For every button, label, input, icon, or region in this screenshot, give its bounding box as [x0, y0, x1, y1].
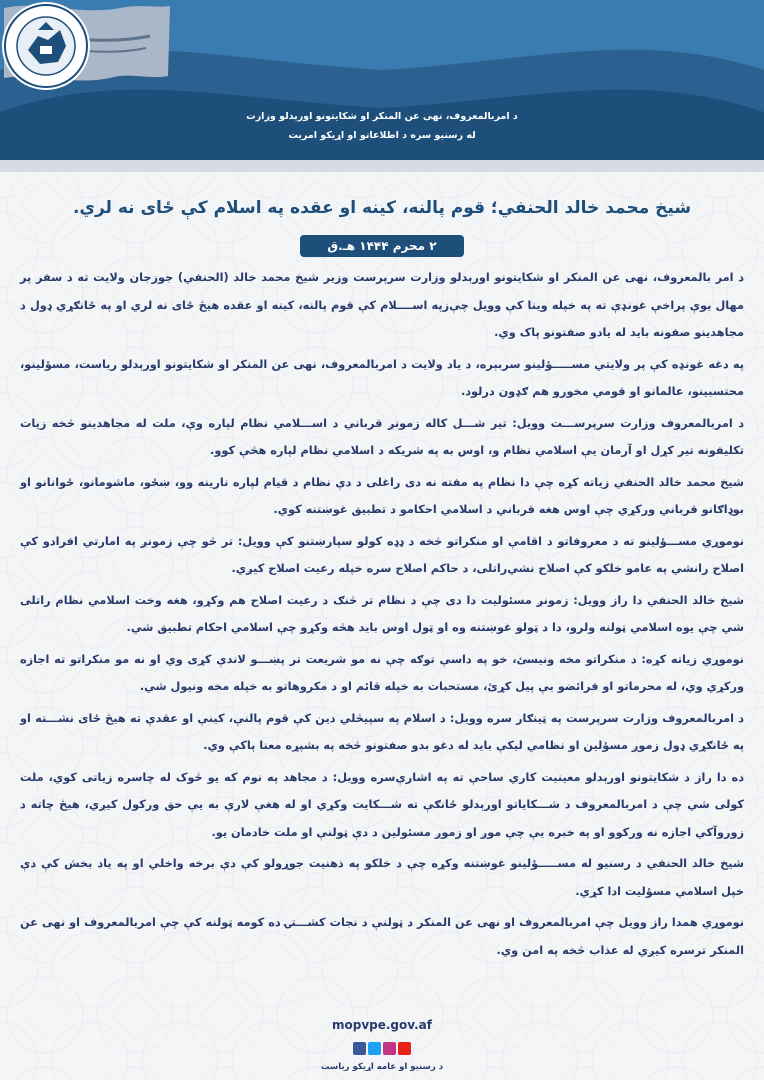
article-title: شيخ محمد خالد الحنفي؛ قوم پالنه، کینه او عقده په اسلام کې ځای نه لري.	[72, 198, 692, 218]
website-link[interactable]: mopvpe.gov.af	[331, 1018, 432, 1032]
social-links	[350, 1042, 414, 1057]
paragraph: په دغه غونډه کې پر ولایتي مســـــؤلینو سربېره، د یاد ولایت د امربالمعروف، نهی عن المنکر او شکایتونو اورېدلو ریاست، مسؤلینو، محتسبینو، عالمانو او قومي مخورو هم ګډون درلود.	[20, 357, 744, 398]
department-name: له رسنيو سره د اطلاعاتو او اړيکو امريت	[288, 130, 476, 141]
paragraph: شیخ خالد الحنفي دا راز وویل: زمونږ مسئولیت دا دی چې د نظام تر څنګ د رعیت اصلاح هم وکړو، هغه وخت اسلامي نظام راتلی شي چې یوه اسلامي ټولنه ولرو، دا د ټولو غوښتنه وه او ټول اوس باید هڅه وکړو چې اسلامي احکام تطبیق شي.	[20, 593, 744, 634]
article	[0, 178, 764, 1008]
paragraph: نوموړي همدا راز وویل چې امربالمعروف او نهی عن المنکر د ټولنې د نجات کشـــتۍ ده کومه ټولنه کې چې امربالمعروف او نهی عن المنکر ترسره کیږي له عذاب څخه په امن وي.	[20, 916, 744, 957]
footer-caption: د رسنيو او عامه اړيکو رياست	[320, 1062, 444, 1072]
paragraph: شیخ محمد خالد الحنفي زیاته کړه چې دا نظام په مفته نه دی راغلی د دې نظام د قیام لپاره نارینه وو، ښځو، ماشومانو، ځوانانو او بوډاګانو قرباني ورکړي چې اوس هغه قرباني د اسلامي احکامو د تطبیق غوښتنه کوي.	[20, 475, 744, 516]
twitter-icon[interactable]	[368, 1042, 381, 1055]
paragraph: نوموړي مســـؤلینو ته د معروفاتو د اقامې او منکراتو څخه د ډډه کولو سپارښتنو کې وویل: تر څو چې زمونږ په امارتي افرادو کې اصلاح رانشي په عامو خلکو کې اصلاح نشي‌راتلی، د حاکم اصلاح سره خپله رعیت اصلاح کیږي.	[20, 534, 744, 575]
ministry-emblem-icon	[0, 0, 92, 92]
header-banner	[0, 0, 764, 178]
youtube-icon[interactable]	[398, 1042, 411, 1055]
ministry-name: د امربالمعروف، نهی عن المنکر او شکایتونو اورېدلو وزارت	[246, 111, 518, 122]
paragraph: ده دا راز د شکایتونو اورېدلو معینیت کاري ساحې ته په اشارې‌سره وویل: د مجاهد په نوم که یو څوک له چاسره زیاتی کوي، ملت کولی شي چې د امربالمعروف د شـــکایاتو اورېدلو ځانګې ته شـــکایت وکړي او له هغې لارې به یې حق ورکول کیږي، هیڅ چاته د زوروآکي اجازه نه ورکوو او په خبره یې چې موږ او زموږ مسئولین د دې ټولنې او ملت خادمان یو.	[20, 770, 744, 839]
instagram-icon[interactable]	[383, 1042, 396, 1055]
paragraph: د امربالمعروف وزارت سرپرســـت وویل: تیر شـــل کاله زمونږ قرباني د اســـلامي نظام لپاره وې، ملت له مجاهدینو څخه زیات تکلیفونه تیر کړل او آرمان یې اسلامي نظام و، اوس به په شریکه د اسلامي نظام لپاره هڅې کوو.	[20, 416, 744, 457]
date-badge: ۲ محرم ۱۴۴۴ هـ.ق	[300, 235, 464, 257]
footer	[0, 1010, 764, 1080]
paragraph: د امربالمعروف وزارت سرپرست په ټینګار سره وویل: د اسلام په سپیڅلي دین کې قوم پالنې، کینې او عقدې ته هیڅ ځای نشـــته او په ځانګړي ډول زموږ مسؤلین او نظامي لیکې باید له دغو بدو صفتونو څخه په بشپړه معنا پاکې وي.	[20, 711, 744, 752]
paragraph: نوموړي زیاته کړه: د منکراتو مخه ونیسئ، خو په داسې توګه چې نه مو شریعت تر پښـــو لاندې کړی وي او نه مو منکراتو ته اجازه ورکړي وي، له محرماتو او فرائضو یې پیل کړئ، مستحبات به خپله قائم او د مکروهاتو به خپله مخه ونیول شي.	[20, 652, 744, 693]
paragraph: شیخ خالد الحنفي د رسنیو له مســـــؤلینو غوښتنه وکړه چې د خلکو په ذهنیت جوړولو کې دې برخه واخلي او په یاد بخش کې دې خپل اسلامي مسؤلیت ادا کړي.	[20, 857, 744, 898]
article-body	[20, 264, 744, 968]
facebook-icon[interactable]	[353, 1042, 366, 1055]
paragraph: د امر بالمعروف، نهی عن المنکر او شکایتونو اورېدلو وزارت سرپرست وزیر شیخ محمد خالد (الحنفي) جوزجان ولایت ته د سفر پر مهال یوې پراخې غونډې ته په خپله وینا کې وویل چې‌زپه اســــلام کې قوم پالنه، کینه او عقده هیڅ ځای نه لري او په ځانګړي ډول د مجاهدینو صفونه باید له یادو صفتونو پاک وي.	[20, 271, 744, 339]
